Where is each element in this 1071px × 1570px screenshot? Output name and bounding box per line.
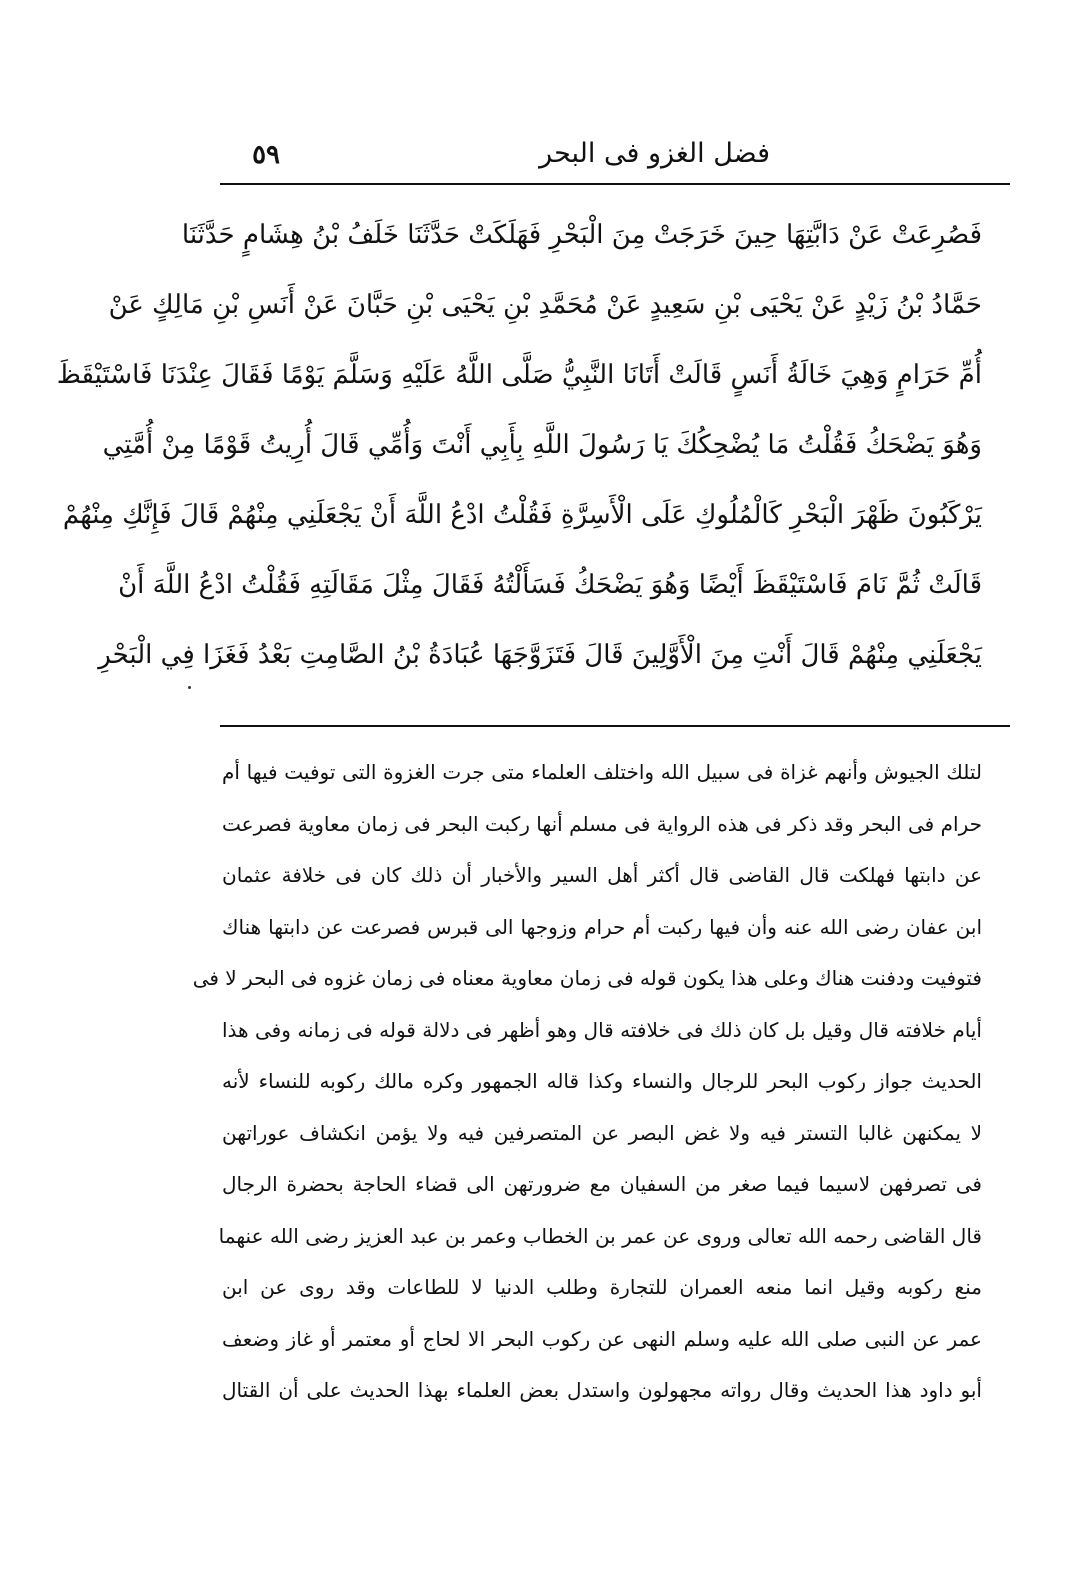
hadith-text-block xyxy=(56,200,982,690)
commentary-line: فى تصرفهن لاسيما فيما صغر من السفيان مع ضرورتهن الى قضاء الحاجة بحضرة الرجال xyxy=(222,1172,982,1196)
stray-mark xyxy=(188,686,191,689)
commentary-block xyxy=(192,747,982,1417)
hadith-line: يَجْعَلَنِي مِنْهُمْ قَالَ أَنْتِ مِنَ الْأَوَّلِينَ قَالَ فَتَزَوَّجَهَا عُبَادَةُ بْنُ الصَّامِتِ بَعْدُ فَغَزَا فِي الْبَحْرِ xyxy=(98,640,982,670)
hadith-line: قَالَتْ ثُمَّ نَامَ فَاسْتَيْقَظَ أَيْضًا وَهُوَ يَضْحَكُ فَسَأَلْتُهُ فَقَالَ مِثْلَ مَقَالَتِهِ فَقُلْتُ ادْعُ اللَّهَ أَنْ xyxy=(118,570,982,600)
commentary-line: أيام خلافته قال وقيل بل كان ذلك فى خلافته قال وهو أظهر فى دلالة قوله فى زمانه وفى هذا xyxy=(222,1017,982,1042)
commentary-line: الحديث جواز ركوب البحر للرجال والنساء وكذا قاله الجمهور وكره مالك ركوبه للنساء لأنه xyxy=(222,1069,982,1093)
page-header xyxy=(220,132,1010,182)
hadith-line: أُمِّ حَرَامٍ وَهِيَ خَالَةُ أَنَسٍ قَالَتْ أَتَانَا النَّبِيُّ صَلَّى اللَّهُ عَلَيْهِ وَسَلَّمَ يَوْمًا فَقَالَ عِنْدَنَا فَاسْتَيْقَظَ xyxy=(56,360,982,390)
commentary-line: لا يمكنهن غالبا التستر فيه ولا غض البصر عن المتصرفين فيه ولا يؤمن انكشاف عوراتهن xyxy=(222,1120,982,1145)
commentary-line: فتوفيت ودفنت هناك وعلى هذا يكون قوله فى زمان معاوية معناه فى زمان غزوه فى البحر لا فى xyxy=(192,966,982,990)
commentary-line: لتلك الجيوش وأنهم غزاة فى سبيل الله واختلف العلماء متى جرت الغزوة التى توفيت فيها أم xyxy=(222,760,982,784)
hadith-line: فَصُرِعَتْ عَنْ دَابَّتِهَا حِينَ خَرَجَتْ مِنَ الْبَحْرِ فَهَلَكَتْ حَدَّثَنَا خَلَفُ بْنُ هِشَامٍ حَدَّثَنَا xyxy=(181,220,982,250)
commentary-line: ابن عفان رضى الله عنه وأن فيها ركبت أم حرام وزوجها الى قبرس فصرعت عن دابتها هناك xyxy=(222,914,982,939)
commentary-line: قال القاضى رحمه الله تعالى وروى عن عمر بن الخطاب وعمر بن عبد العزيز رضى الله عنهما xyxy=(218,1223,982,1248)
separator-rule xyxy=(220,725,1010,727)
hadith-line: وَهُوَ يَضْحَكُ فَقُلْتُ مَا يُضْحِكُكَ يَا رَسُولَ اللَّهِ بِأَبِي أَنْتَ وَأُمِّي قَالَ أُرِيتُ قَوْمًا مِنْ أُمَّتِي xyxy=(102,430,982,460)
commentary-line: عمر عن النبى صلى الله عليه وسلم النهى عن ركوب البحر الا لحاج أو معتمر أو غاز وضعف xyxy=(222,1326,982,1351)
running-title: فضل الغزو فى البحر xyxy=(539,138,770,169)
commentary-line: حرام فى البحر وقد ذكر فى هذه الرواية فى مسلم أنها ركبت البحر فى زمان معاوية فصرعت xyxy=(222,811,982,836)
hadith-line: حَمَّادُ بْنُ زَيْدٍ عَنْ يَحْيَى بْنِ سَعِيدٍ عَنْ مُحَمَّدِ بْنِ يَحْيَى بْنِ حَبَّانَ عَنْ أَنَسِ بْنِ مَالِكٍ عَنْ xyxy=(108,290,982,320)
header-rule xyxy=(220,183,1010,185)
page-number: ٥٩ xyxy=(252,140,280,170)
commentary-line: منع ركوبه وقيل انما منعه العمران للتجارة وطلب الدنيا لا للطاعات وقد روى عن ابن xyxy=(222,1275,982,1299)
hadith-line: يَرْكَبُونَ ظَهْرَ الْبَحْرِ كَالْمُلُوكِ عَلَى الْأَسِرَّةِ فَقُلْتُ ادْعُ اللَّهَ أَنْ يَجْعَلَنِي مِنْهُمْ قَالَ فَإِنَّكِ مِنْهُمْ xyxy=(62,500,982,530)
commentary-line: أبو داود هذا الحديث وقال رواته مجهولون واستدل بعض العلماء بهذا الحديث على أن القتال xyxy=(222,1378,982,1402)
commentary-line: عن دابتها فهلكت قال القاضى قال أكثر أهل السير والأخبار أن ذلك كان فى خلافة عثمان xyxy=(222,863,982,887)
